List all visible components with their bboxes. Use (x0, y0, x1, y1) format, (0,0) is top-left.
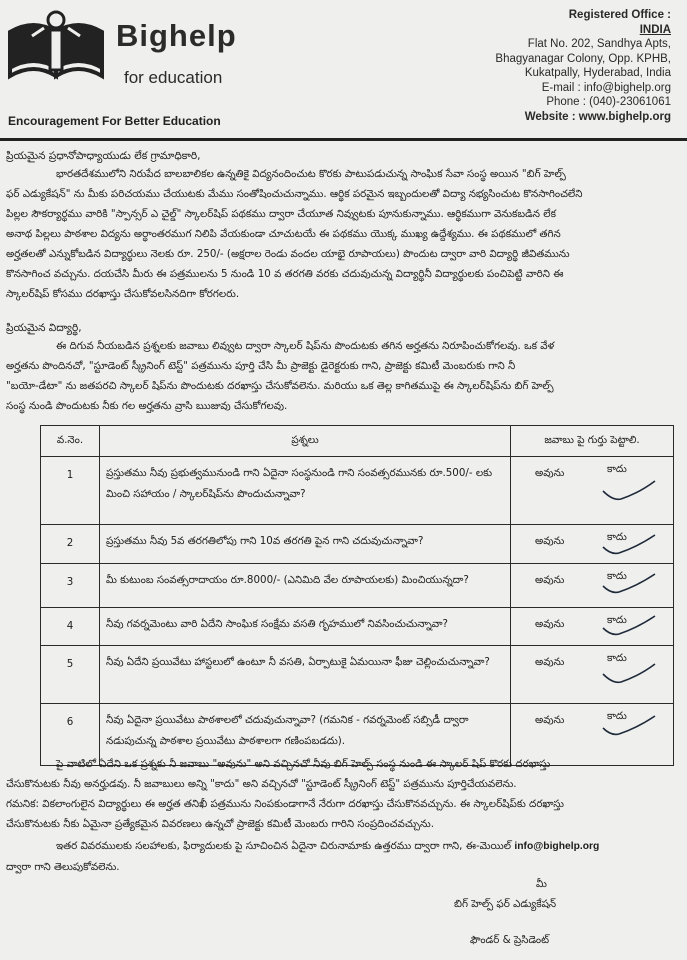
student-line: ఈ దిగువ నీయబడిన ప్రశ్నలకు జవాబు లివ్వుట ద్వారా స్కాలర్ షిప్‌ను పొందుటకు తగిన అర్హతను నిరూపించుకోగలవు. ఒక వేళ (56, 340, 555, 352)
yes-option[interactable]: అవును (535, 656, 565, 668)
no-option[interactable]: కాదు (607, 570, 627, 582)
intro-line: స్కాలర్‌షిప్ కోసము దరఖాస్తు చేసుకోవలసినదిగా కోరగలరు. (6, 288, 240, 300)
checkmark-icon (599, 572, 659, 596)
no-option[interactable]: కాదు (607, 614, 627, 626)
answer-cell (511, 525, 674, 564)
intro-line: అనాథ పిల్లలు పాఠశాల విద్యను అర్థాంతరముగ నిలిపి వేయకుండా చూచుటయే ఈ పథకము యొక్క ముఖ్య ఉద్దేశ్యము. ఈ పథకములో తగిన (6, 228, 561, 240)
office-phone: Phone : (040)-23061061 (546, 96, 671, 108)
logo (6, 6, 237, 106)
table-row (41, 564, 674, 608)
table-row (41, 457, 674, 525)
salutation-headmaster: ప్రియమైన ప్రధానోపాధ్యాయుడు లేక గ్రామాధికారి, (6, 150, 201, 162)
brand-name: Bighelp (116, 18, 237, 53)
registered-office-block (371, 8, 671, 124)
instruction-line: చేసుకొనుటకు నీకు ఏమైనా ప్రత్యేకమైన వివరణలు ఉన్నచో ప్రాజెక్టు కమిటీ మెంబరు గారిని సంప్రదించవచ్చును. (6, 818, 435, 830)
row-number: 6 (41, 704, 100, 766)
answer-cell (511, 646, 674, 704)
table-row (41, 608, 674, 646)
instruction-line: గమనిక: వికలాంగులైన విద్యార్థులు ఈ అర్హత తనిఖీ పత్రమును నింపకుండాగానే నేరుగా దరఖాస్తు చేసుకొనవచ్చును. ఈ స్కాలర్‌షిప్‌కు దరఖాస్తు (6, 798, 564, 810)
yes-option[interactable]: అవును (535, 535, 565, 547)
answer-cell (511, 608, 674, 646)
header-serial-no: వ.నెం. (41, 426, 100, 457)
checkmark-icon (599, 479, 659, 503)
row-question: ప్రస్తుతము నీవు ప్రభుత్వమునుండి గాని ఏదైనా సంస్థనుండి గాని సంవత్సరమునకు రూ.500/- లకు మించి సహాయం / స్కాలర్‌షిప్‌ను పొందుచున్నావా? (100, 457, 511, 525)
sign-off-title: ఫౌండర్ & ప్రెసిడెంట్ (470, 934, 550, 946)
yes-option[interactable]: అవును (535, 618, 565, 630)
row-number: 3 (41, 564, 100, 608)
no-option[interactable]: కాదు (607, 652, 627, 664)
student-line: "బయో-డేటా" ను జతపరచి స్కాలర్ షిప్‌ను పొందుటకు దరఖాస్తు చేసుకోవలెను. మరియు ఒక తెల్ల కాగితముపై ఈ స్కాలర్‌షిప్‌ను బిగ్ హెల్ప్ (6, 380, 554, 392)
no-option[interactable]: కాదు (607, 463, 627, 475)
office-country: INDIA (639, 23, 671, 36)
row-number: 1 (41, 457, 100, 525)
intro-line: కొనసాగించ వచ్చును. దయచేసి మీరు ఈ పత్రములను 5 నుండి 10 వ తరగతి వరకు చదువుచున్న విద్యార్థినీ విద్యార్థులకు పంచిపెట్టి వారిని ఈ (6, 268, 564, 280)
student-paragraph (6, 336, 677, 416)
instruction-line: చేసుకొనుటకు నీవు అనర్హుడవు. నీ జవాబులు అన్ని "కాదు" అని వచ్చినచో "స్టూడెంట్ స్క్రీనింగ్ టెస్ట్" పత్రమును పూర్తిచేయవలెను. (6, 778, 517, 790)
row-number: 4 (41, 608, 100, 646)
instruction-line: పై వాటిలో ఏదేని ఒక ప్రశ్నకు నీ జవాబు "అవును" అని వచ్చినచో నీవు బిగ్ హెల్ప్ సంస్థ నుండి ఈ స్కాలర్ షిప్ కొరకు దరఖాస్తు (56, 758, 551, 770)
contact-paragraph (6, 836, 677, 877)
answer-cell (511, 564, 674, 608)
office-address-line1: Flat No. 202, Sandhya Apts, (527, 38, 671, 50)
row-question: నీవు ఏదైనా ప్రయివేటు పాఠశాలలో చదువుచున్నావా? (గమనిక - గవర్నమెంట్ సబ్సిడీ ద్వారా నడుపుచున్న పాఠశాల ప్రయివేటు పాఠశాలగా గణింపబడదు). (100, 704, 511, 766)
no-option[interactable]: కాదు (607, 710, 627, 722)
header-divider (0, 138, 687, 141)
contact-line-end: ద్వారా గాని తెలుపుకోవలెను. (6, 861, 120, 873)
office-website[interactable]: Website : www.bighelp.org (524, 110, 671, 123)
contact-text: ఇతర వివరములకు సలహాలకు, ఫిర్యాదులకు పై సూచించిన ఏదైనా చిరునామాకు ఉత్తరము ద్వారా గాని, ఈ-మెయిల్ (56, 840, 512, 852)
office-address-line2: Bhagyanagar Colony, Opp. KPHB, (495, 52, 671, 65)
table-row (41, 525, 674, 564)
table-header-row (41, 426, 674, 457)
row-question: నీవు ఏదేని ప్రయివేటు హాస్టలులో ఉంటూ నీ వసతి, ఏర్పాటుకై ఏమయినా ఫీజు చెల్లించుచున్నావా? (100, 646, 511, 704)
answer-cell (511, 457, 674, 525)
checkmark-icon (599, 614, 659, 638)
checkmark-icon (599, 714, 659, 738)
intro-line: ఫర్ ఎడ్యుకేషన్" ను మీకు పరిచయము చేయుటకు మేము సంతోషించుచున్నాము. ఆర్థిక పరమైన ఇబ్బందులతో విద్యా నభ్యసించుట కొనసాగించలేని (6, 188, 583, 200)
contact-line (6, 836, 677, 857)
tagline: Encouragement For Better Education (8, 114, 221, 128)
instructions-paragraph (6, 754, 677, 834)
book-person-logo-icon (6, 10, 106, 80)
row-question: నీవు గవర్నమెంటు వారి ఏదేని సాంఘిక సంక్షేమ వసతి గృహములో నివసించుచున్నావా? (100, 608, 511, 646)
table-row (41, 646, 674, 704)
sign-off-yours: మీ (536, 878, 547, 890)
yes-option[interactable]: అవును (535, 574, 565, 586)
checkmark-icon (599, 533, 659, 557)
intro-paragraph (6, 164, 677, 304)
header-answer-mark: జవాబు పై గుర్తు పెట్టాలి. (511, 426, 674, 457)
office-email[interactable]: E-mail : info@bighelp.org (541, 81, 671, 94)
row-number: 5 (41, 646, 100, 704)
yes-option[interactable]: అవును (535, 467, 565, 479)
brand-subtitle: for education (124, 68, 223, 87)
yes-option[interactable]: అవును (535, 714, 565, 726)
intro-line: అర్హతలతో ఎన్నుకోబడిన విద్యార్థులు నెలకు రూ. 250/- (అక్షరాల రెండు వందల యాభై రూపాయలు) పొందుట ద్వారా వారి విద్యార్థి జీవితమును (6, 248, 570, 260)
row-question: మీ కుటుంబ సంవత్సరాదాయం రూ.8000/- (ఎనిమిది వేల రూపాయలకు) మించియున్నదా? (100, 564, 511, 608)
checkmark-icon (599, 662, 659, 686)
student-line: అర్హతను పొందినచో, "స్టూడెంట్ స్క్రీనింగ్ టెస్ట్" పత్రమును పూర్తి చేసి మీ ప్రాజెక్టు డైరెక్టరుకు గాని, ప్రాజెక్టు కమిటీ మెంబరుకు గాని నీ (6, 360, 516, 372)
student-line: సంస్థ నుండి పొందుటకు నీకు గల అర్హతను వ్రాసి ఋజువు చేసుకోగలవు. (6, 400, 288, 412)
row-number: 2 (41, 525, 100, 564)
office-label: Registered Office : (568, 9, 671, 21)
no-option[interactable]: కాదు (607, 531, 627, 543)
intro-line: పిల్లల సౌకర్యార్థము వారికి "స్పాన్సర్ ఎ చైల్డ్" స్కాలర్‌షిప్ పథకము ద్వారా చేయూత నివ్వుటకు పూనుకున్నాము. ఆర్థికముగా వెనుకబడిన లేక (6, 208, 556, 220)
eligibility-table (40, 425, 674, 766)
salutation-student: ప్రియమైన విద్యార్థి, (6, 322, 82, 334)
header-questions: ప్రశ్నలు (100, 426, 511, 457)
intro-line: భారతదేశములోని నిరుపేద బాలబాలికల ఉన్నతికై విద్యనందించుట కొరకు పాటుపడుచున్న సాంఘిక సేవా సంస్థ అయిన "బిగ్ హెల్ప్ (56, 168, 566, 180)
sign-off-organization: బిగ్ హెల్ప్ ఫర్ ఎడ్యుకేషన్ (454, 898, 557, 910)
row-question: ప్రస్తుతము నీవు 5వ తరగతిలోపు గాని 10వ తరగతి పైన గాని చదువుచున్నావా? (100, 525, 511, 564)
contact-email-link[interactable]: info@bighelp.org (514, 841, 600, 852)
office-address-line3: Kukatpally, Hyderabad, India (524, 67, 671, 79)
